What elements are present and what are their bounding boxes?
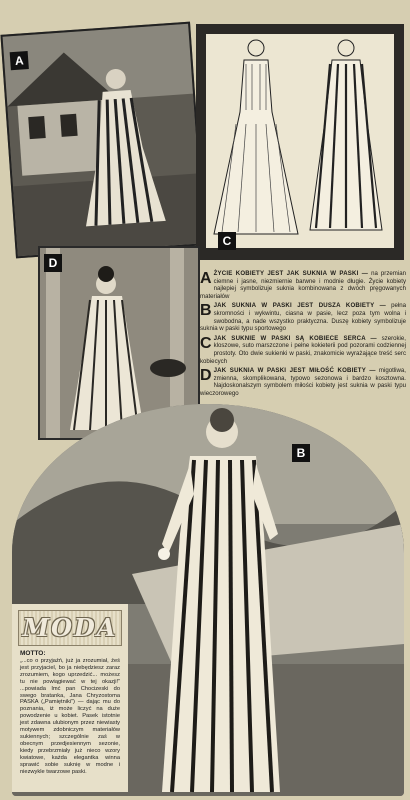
- caption-a-title: ŻYCIE KOBIETY JEST JAK SUKNIA W PASKI —: [213, 270, 369, 277]
- caption-b: [200, 302, 406, 332]
- moda-title: MODA: [18, 610, 122, 646]
- caption-d-body: migotliwa, zmienna, skomplikowana, typowo sezonowa i bardzo kosztowna. Najdoskonalszym symbolem miłości kobiety jest suknia w paski typu wieczorowego: [200, 367, 406, 397]
- caption-c-body: szerokie, kloszowe, suto marszczone i pełne kokieterii pod pozorami codziennej prostoty. Oto dwie sukienki w paski, znakomicie wyrażające treść serc kobiecych: [200, 334, 406, 365]
- caption-d-letter: D: [200, 367, 212, 385]
- drawing-c: [196, 24, 404, 260]
- moda-side-column: [12, 604, 128, 792]
- label-a: A: [10, 51, 29, 70]
- caption-c-title: JAK SUKNIE W PASKI SĄ KOBIECE SERCA —: [213, 334, 377, 342]
- caption-c: [200, 335, 406, 365]
- caption-d-title: JAK SUKNIA W PASKI JEST MIŁOŚĆ KOBIETY —: [213, 367, 376, 375]
- motto-label: MOTTO:: [20, 650, 46, 657]
- caption-a: [200, 270, 406, 300]
- label-c: C: [218, 232, 236, 250]
- label-b: B: [292, 444, 310, 462]
- caption-b-letter: B: [200, 302, 212, 320]
- caption-c-letter: C: [200, 334, 212, 352]
- photo-a: [0, 22, 205, 259]
- motto-text: „...co o przyjaźń, już ja zrozumiał, źeś jest przyjaciel, bo ja niebędziesz zaraz zrozumiem, kogo uprzedzić... możesz tu nie powiągiewać w tej okazji!” ...powiada Imć pan Chocizeski do swego bratanka, Jana Chryzostoma PASKA („Pamiętniki”) — dając mu do poznania, iż może liczyć na duże powodzenie u kobiet. Pasek istotnie jest zdawna ulubionym przez niewiasty motywem zdobniczym materiałów sukiennych; szczególnie zaś w obecnym przedjesiennym sezonie, kiedy przebrzmiały już nieco wzory kwiatowe, każda elegantka winna sprawić sobie suknię w modne i niezwykle twarzowe paski.: [20, 658, 120, 775]
- caption-b-body: pełna skromności i wykwintu, ciasna w pasie, lecz poza tym wolna i swobodna, a nade wszystko praktyczna. Duszę kobiety symbolizuje suknia w paski typu sportowego: [200, 302, 406, 333]
- caption-block: [200, 270, 406, 400]
- caption-a-body: na przemian ciemne i jasne, niezmiernie barwne i modnie długie. Życie kobiety najlepiej symbolizuje suknia kombinowana z dwóch pręgowanych materiałów: [200, 270, 406, 300]
- photo-a-image: [3, 24, 204, 256]
- label-d: D: [44, 254, 62, 272]
- caption-b-title: JAK SUKNIA W PASKI JEST DUSZA KOBIETY —: [213, 302, 386, 310]
- caption-a-letter: A: [200, 270, 212, 287]
- drawing-c-paper: [206, 34, 394, 248]
- caption-d: [200, 367, 406, 397]
- drawing-c-illustration: [206, 34, 394, 248]
